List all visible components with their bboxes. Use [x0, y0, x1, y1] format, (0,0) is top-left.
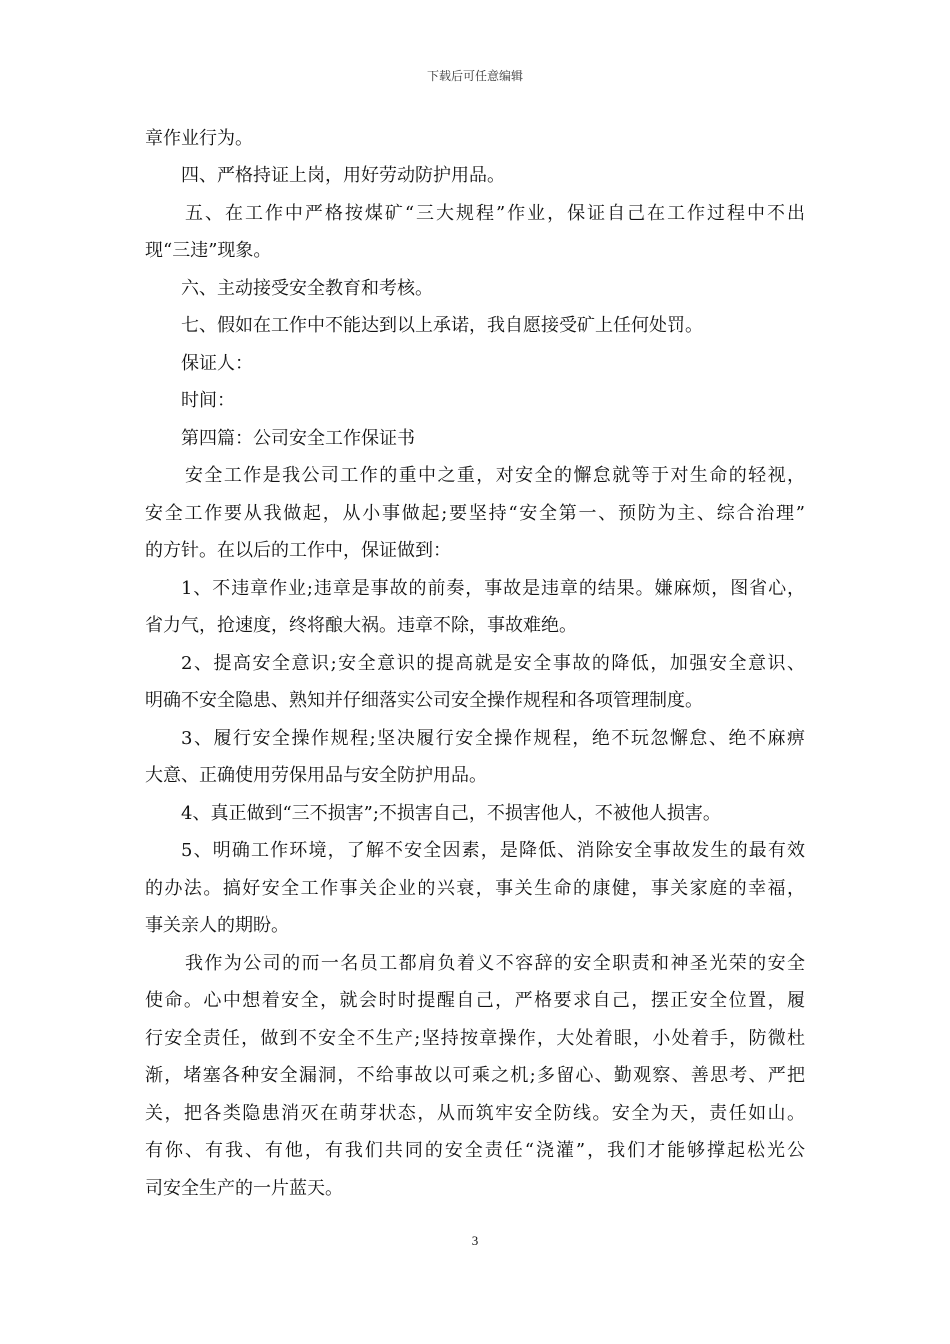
text-line: 明确不安全隐患、熟知并仔细落实公司安全操作规程和各项管理制度。: [145, 690, 703, 711]
text-line: 的方针。在以后的工作中，保证做到：: [145, 540, 451, 561]
text-line: 司安全生产的一片蓝天。: [145, 1178, 343, 1199]
text-line: 安全工作是我公司工作的重中之重，对安全的懈怠就等于对生命的轻视，: [185, 465, 805, 486]
page-number: 3: [471, 1233, 479, 1248]
text-line: 安全工作要从我做起，从小事做起;要坚持“安全第一、预防为主、综合治理”: [145, 503, 805, 524]
text-line: 六、主动接受安全教育和考核。: [181, 278, 433, 299]
text-line: 2、提高安全意识;安全意识的提高就是安全事故的降低，加强安全意识、: [181, 653, 805, 674]
text-line: 的办法。搞好安全工作事关企业的兴衰，事关生命的康健，事关家庭的幸福，: [145, 878, 805, 899]
text-line: 我作为公司的而一名员工都肩负着义不容辞的安全职责和神圣光荣的安全: [185, 953, 805, 974]
text-line: 3、履行安全操作规程;坚决履行安全操作规程，绝不玩忽懈怠、绝不麻痹: [181, 728, 805, 749]
text-line: 4、真正做到“三不损害”;不损害自己，不损害他人，不被他人损害。: [181, 803, 721, 824]
section-title: 第四篇：公司安全工作保证书: [181, 428, 415, 449]
date-label: 时间：: [181, 390, 235, 411]
text-line: 1、不违章作业;违章是事故的前奏，事故是违章的结果。嫌麻烦，图省心，: [181, 578, 805, 599]
text-line: 关，把各类隐患消灭在萌芽状态，从而筑牢安全防线。安全为天，责任如山。: [145, 1103, 805, 1124]
text-line: 有你、有我、有他，有我们共同的安全责任“浇灌”，我们才能够撑起松光公: [145, 1140, 805, 1161]
signer-label: 保证人：: [181, 353, 253, 374]
text-line: 渐，堵塞各种安全漏洞，不给事故以可乘之机;多留心、勤观察、善思考、严把: [145, 1065, 805, 1086]
text-line: 使命。心中想着安全，就会时时提醒自己，严格要求自己，摆正安全位置，履: [145, 990, 805, 1011]
text-line: 省力气，抢速度，终将酿大祸。违章不除，事故难绝。: [145, 615, 577, 636]
text-line: 章作业行为。: [145, 128, 253, 149]
text-line: 5、明确工作环境，了解不安全因素，是降低、消除安全事故发生的最有效: [181, 840, 805, 861]
text-line: 七、假如在工作中不能达到以上承诺，我自愿接受矿上任何处罚。: [181, 315, 703, 336]
text-line: 事关亲人的期盼。: [145, 915, 289, 936]
page-header: 下载后可任意编辑: [426, 69, 523, 83]
text-line: 五、在工作中严格按煤矿“三大规程”作业，保证自己在工作过程中不出: [185, 203, 805, 224]
text-line: 四、严格持证上岗，用好劳动防护用品。: [181, 165, 505, 186]
text-line: 现“三违”现象。: [145, 240, 272, 261]
text-line: 大意、正确使用劳保用品与安全防护用品。: [145, 765, 487, 786]
text-line: 行安全责任，做到不安全不生产;坚持按章操作，大处着眼，小处着手，防微杜: [145, 1028, 805, 1049]
